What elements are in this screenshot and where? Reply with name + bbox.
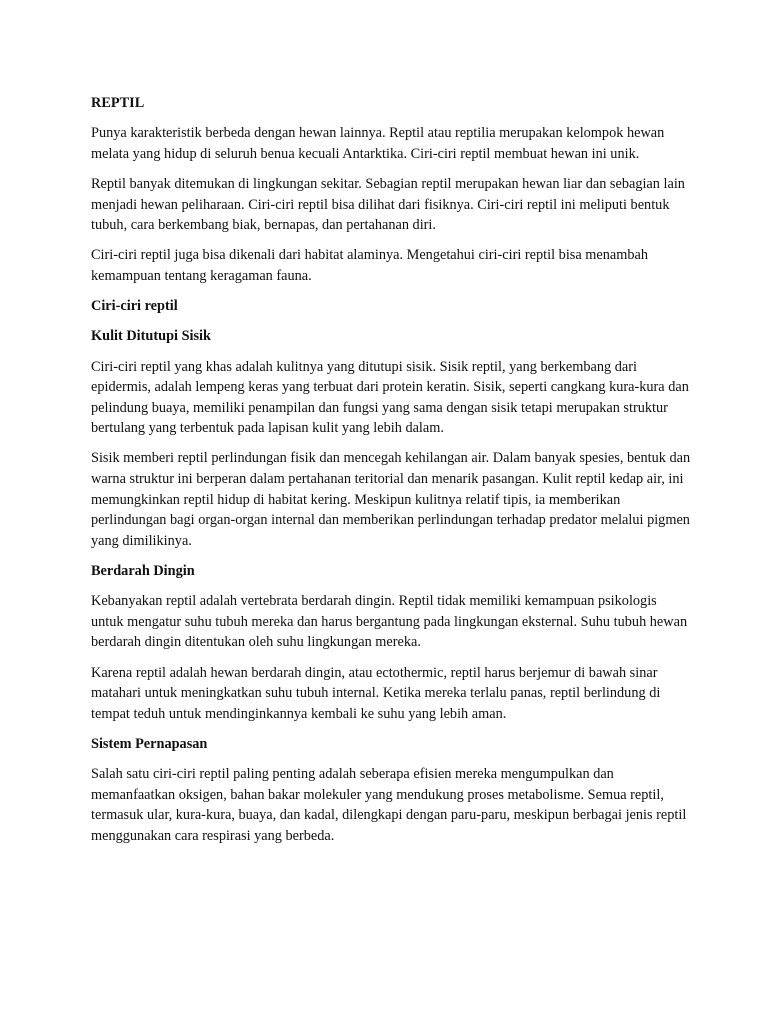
body-paragraph: Sisik memberi reptil perlindungan fisik dan mencegah kehilangan air. Dalam banyak spesies, bentuk dan warna struktur ini berperan dalam pertahanan teritorial dan menarik pasangan. Kulit reptil kedap air, ini memungkinkan reptil hidup di habitat kering. Meskipun kulitnya relatif tipis, ia memberikan perlindungan bagi organ-organ internal dan memberikan perlindungan terhadap predator melalui pigmen yang dimilikinya. xyxy=(91,450,691,549)
body-paragraph: Salah satu ciri-ciri reptil paling penting adalah seberapa efisien mereka mengumpulkan dan memanfaatkan oksigen, bahan bakar molekuler yang mendukung proses metabolisme. Semua reptil, termasuk ular, kura-kura, buaya, dan kadal, dilengkapi dengan paru-paru, meskipun berbagai jenis reptil menggunakan cara respirasi yang berbeda. xyxy=(91,766,687,844)
document-body xyxy=(91,93,691,856)
intro-paragraph: Reptil banyak ditemukan di lingkungan sekitar. Sebagian reptil merupakan hewan liar dan sebagian lain menjadi hewan peliharaan. Ciri-ciri reptil bisa dilihat dari fisiknya. Ciri-ciri reptil ini meliputi bentuk tubuh, cara berkembang biak, bernapas, dan pertahanan diri. xyxy=(91,175,685,234)
intro-paragraph: Punya karakteristik berbeda dengan hewan lainnya. Reptil atau reptilia merupakan kelompok hewan melata yang hidup di seluruh benua kecuali Antarktika. Ciri-ciri reptil membuat hewan ini unik. xyxy=(91,125,665,162)
body-paragraph: Ciri-ciri reptil yang khas adalah kulitnya yang ditutupi sisik. Sisik reptil, yang berkembang dari epidermis, adalah lempeng keras yang terbuat dari protein keratin. Sisik, seperti cangkang kura-kura dan pelindung buaya, memiliki penampilan dan fungsi yang sama dengan sisik tetapi merupakan struktur bertulang yang terbentuk pada lapisan kulit yang lebih dalam. xyxy=(91,358,689,437)
intro-paragraph: Ciri-ciri reptil juga bisa dikenali dari habitat alaminya. Mengetahui ciri-ciri reptil bisa menambah kemampuan tentang keragaman fauna. xyxy=(91,247,648,284)
body-paragraph: Kebanyakan reptil adalah vertebrata berdarah dingin. Reptil tidak memiliki kemampuan psikologis untuk mengatur suhu tubuh mereka dan harus bergantung pada lingkungan eksternal. Suhu tubuh hewan berdarah dingin ditentukan oleh suhu lingkungan mereka. xyxy=(91,593,688,651)
document-title: REPTIL xyxy=(91,95,145,111)
subsection-heading-berdarah: Berdarah Dingin xyxy=(91,563,195,580)
body-paragraph: Karena reptil adalah hewan berdarah dingin, atau ectothermic, reptil harus berjemur di bawah sinar matahari untuk meningkatkan suhu tubuh internal. Ketika mereka terlalu panas, reptil berlindung di tempat teduh untuk mendinginkannya kembali ke suhu yang lebih aman. xyxy=(91,664,661,722)
section-heading: Ciri-ciri reptil xyxy=(91,298,178,315)
subsection-heading-kulit: Kulit Ditutupi Sisik xyxy=(91,328,211,345)
subsection-heading-pernapasan: Sistem Pernapasan xyxy=(91,735,208,752)
